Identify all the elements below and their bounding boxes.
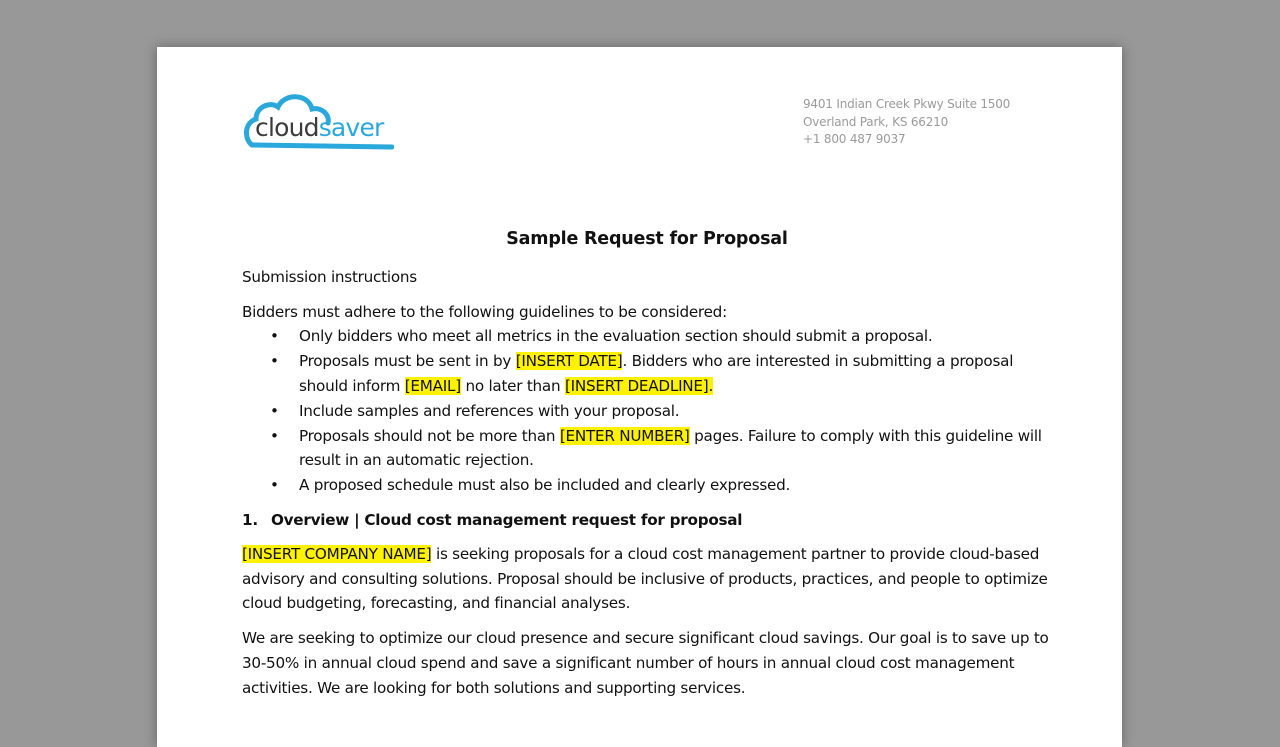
text-run: A proposed schedule must also be included and clearly expressed.: [299, 476, 791, 495]
address-line: 9401 Indian Creek Pkwy Suite 1500: [803, 97, 1011, 111]
guideline-item: [242, 473, 1052, 498]
guidelines-list: [242, 324, 1052, 498]
logo-text-cloud: cloud: [255, 113, 319, 142]
text-run: Proposals should not be more than: [299, 426, 560, 445]
text-run: . Bidders who are interested in submitting a proposal should inform: [299, 352, 1014, 395]
logo-text: [255, 115, 384, 140]
placeholder-highlight: [ENTER NUMBER]: [559, 426, 690, 445]
document-title: Sample Request for Proposal: [506, 229, 788, 249]
section-number: 1.: [242, 510, 258, 529]
guideline-item: [242, 349, 1052, 399]
text-run: Include samples and references with your proposal.: [299, 401, 680, 420]
address-line: Overland Park, KS 66210: [803, 114, 949, 129]
guideline-item: [242, 324, 1052, 349]
guideline-item: [242, 399, 1052, 424]
document-page: [157, 47, 1122, 747]
text-run: is seeking proposals for a cloud cost management partner to provide cloud-based advisory and consulting solutions. Proposal should be inclusive of products, practices, and people to optimize cloud budgeting, forecasting, and financial analyses.: [242, 544, 1048, 613]
text-run: pages. Failure to comply with this guideline will result in an automatic rejection.: [299, 426, 1042, 470]
logo-text-saver: saver: [318, 113, 384, 142]
placeholder-highlight: [EMAIL]: [404, 376, 461, 395]
company-address: [803, 96, 1010, 149]
section-heading: [242, 508, 1052, 533]
text-run: no later than: [460, 376, 565, 395]
text-run: Proposals must be sent in by: [299, 352, 516, 371]
text-run: Only bidders who meet all metrics in the evaluation section should submit a proposal.: [299, 327, 933, 346]
overview-paragraph: [242, 542, 1052, 616]
phone-number: +1 800 487 9037: [803, 132, 906, 146]
placeholder-highlight: [INSERT COMPANY NAME]: [242, 544, 432, 563]
guideline-item: [242, 424, 1052, 474]
goals-paragraph: We are seeking to optimize our cloud presence and secure significant cloud savings. Our goal is to save up to 30-50% in annual cloud spend and save a significant number of hours in annual cloud cost management activities. We are looking for both solutions and supporting services.: [242, 629, 1049, 697]
section-title: Overview | Cloud cost management request for proposal: [271, 510, 743, 529]
submission-heading: Submission instructions: [242, 267, 417, 286]
cloudsaver-logo: [242, 89, 394, 151]
placeholder-highlight: [INSERT DATE]: [515, 352, 623, 371]
placeholder-highlight: [INSERT DEADLINE].: [564, 376, 714, 395]
document-body: [242, 227, 1052, 711]
intro-text: Bidders must adhere to the following guidelines to be considered:: [242, 302, 727, 321]
